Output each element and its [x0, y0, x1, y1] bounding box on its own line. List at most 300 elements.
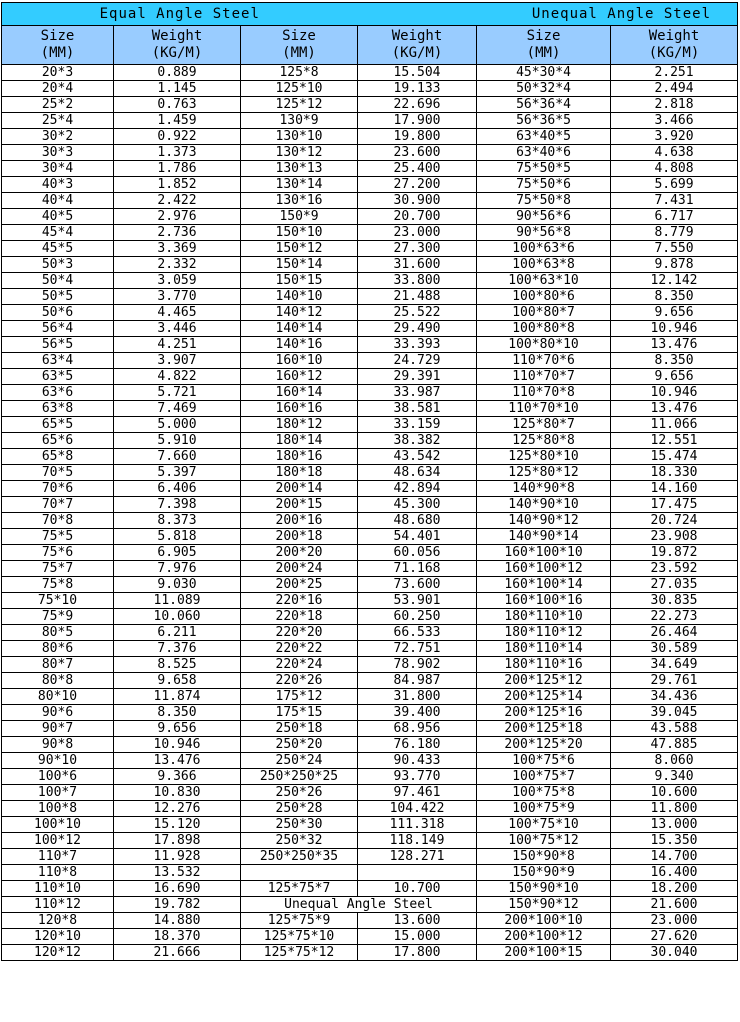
equal-weight-cell: 15.120 [114, 817, 241, 833]
table-row [2, 769, 738, 785]
equal-size-cell: 125*75*12 [241, 945, 358, 961]
equal-size-cell: 200*20 [241, 545, 358, 561]
equal-size-cell: 200*25 [241, 577, 358, 593]
equal-size-cell: 63*8 [2, 401, 114, 417]
equal-weight-cell: 10.700 [358, 881, 477, 897]
equal-size-cell: 125*75*9 [241, 913, 358, 929]
equal-size-cell: 250*250*25 [241, 769, 358, 785]
equal-weight-cell: 20.700 [358, 209, 477, 225]
unequal-weight-cell: 14.160 [611, 481, 738, 497]
unequal-weight-cell: 23.908 [611, 529, 738, 545]
unequal-size-cell: 200*125*18 [477, 721, 611, 737]
unequal-weight-cell: 9.340 [611, 769, 738, 785]
table-row [2, 929, 738, 945]
equal-weight-cell: 111.318 [358, 817, 477, 833]
unequal-size-cell: 63*40*6 [477, 145, 611, 161]
equal-weight-cell: 76.180 [358, 737, 477, 753]
table-row [2, 113, 738, 129]
unequal-weight-cell: 11.800 [611, 801, 738, 817]
unequal-size-cell: 125*80*12 [477, 465, 611, 481]
size-unit: (MM) [526, 45, 561, 61]
unequal-size-cell: 50*32*4 [477, 81, 611, 97]
weight-label: Weight [648, 28, 700, 44]
equal-size-cell: 75*6 [2, 545, 114, 561]
equal-size-cell: 140*14 [241, 321, 358, 337]
equal-weight-cell: 1.459 [114, 113, 241, 129]
equal-weight-cell: 9.366 [114, 769, 241, 785]
table-row [2, 385, 738, 401]
equal-size-cell: 100*8 [2, 801, 114, 817]
equal-size-cell: 45*5 [2, 241, 114, 257]
unequal-weight-cell: 34.436 [611, 689, 738, 705]
unequal-size-cell: 200*125*12 [477, 673, 611, 689]
equal-weight-cell: 21.666 [114, 945, 241, 961]
table-row [2, 689, 738, 705]
size-label: Size [526, 28, 561, 44]
equal-size-cell: 65*6 [2, 433, 114, 449]
unequal-weight-cell: 47.885 [611, 737, 738, 753]
table-row [2, 641, 738, 657]
unequal-size-cell: 125*80*10 [477, 449, 611, 465]
equal-size-cell: 25*4 [2, 113, 114, 129]
unequal-weight-cell: 19.872 [611, 545, 738, 561]
equal-weight-cell: 90.433 [358, 753, 477, 769]
table-row [2, 753, 738, 769]
unequal-size-cell: 110*70*10 [477, 401, 611, 417]
equal-weight-cell: 7.398 [114, 497, 241, 513]
table-row [2, 817, 738, 833]
unequal-weight-cell: 11.066 [611, 417, 738, 433]
equal-size-cell: 56*5 [2, 337, 114, 353]
equal-size-cell: 160*14 [241, 385, 358, 401]
equal-size-cell: 20*3 [2, 65, 114, 81]
unequal-weight-cell: 5.699 [611, 177, 738, 193]
table-row [2, 209, 738, 225]
equal-size-cell: 130*12 [241, 145, 358, 161]
header-weight-1 [114, 26, 241, 65]
unequal-size-cell: 200*100*10 [477, 913, 611, 929]
weight-label: Weight [151, 28, 203, 44]
unequal-weight-cell: 9.656 [611, 305, 738, 321]
equal-weight-cell: 11.928 [114, 849, 241, 865]
equal-weight-cell: 73.600 [358, 577, 477, 593]
equal-size-cell: 25*2 [2, 97, 114, 113]
unequal-weight-cell: 2.818 [611, 97, 738, 113]
equal-weight-cell: 84.987 [358, 673, 477, 689]
equal-size-cell: 90*10 [2, 753, 114, 769]
unequal-size-cell: 180*110*16 [477, 657, 611, 673]
unequal-weight-cell: 29.761 [611, 673, 738, 689]
equal-weight-cell: 128.271 [358, 849, 477, 865]
equal-size-cell: 110*7 [2, 849, 114, 865]
equal-size-cell: 30*3 [2, 145, 114, 161]
equal-size-cell: 125*12 [241, 97, 358, 113]
weight-unit: (KG/M) [391, 45, 443, 61]
equal-size-cell: 75*10 [2, 593, 114, 609]
equal-weight-cell: 38.581 [358, 401, 477, 417]
unequal-weight-cell: 23.592 [611, 561, 738, 577]
unequal-size-cell: 100*75*6 [477, 753, 611, 769]
equal-size-cell: 220*18 [241, 609, 358, 625]
equal-size-cell: 70*7 [2, 497, 114, 513]
equal-weight-cell: 0.922 [114, 129, 241, 145]
equal-size-cell: 65*8 [2, 449, 114, 465]
equal-weight-cell: 33.800 [358, 273, 477, 289]
size-label: Size [282, 28, 316, 44]
table-row [2, 161, 738, 177]
equal-weight-cell: 45.300 [358, 497, 477, 513]
table-row [2, 865, 738, 881]
table-row [2, 801, 738, 817]
unequal-size-cell: 100*63*8 [477, 257, 611, 273]
unequal-angle-title: Unequal Angle Steel [477, 3, 738, 26]
unequal-size-cell: 100*80*6 [477, 289, 611, 305]
unequal-size-cell: 100*75*9 [477, 801, 611, 817]
equal-weight-cell: 5.910 [114, 433, 241, 449]
table-row [2, 81, 738, 97]
equal-size-cell: 80*8 [2, 673, 114, 689]
unequal-weight-cell: 18.330 [611, 465, 738, 481]
unequal-weight-cell: 8.350 [611, 353, 738, 369]
equal-weight-cell: 2.332 [114, 257, 241, 273]
equal-size-cell: 100*12 [2, 833, 114, 849]
equal-weight-cell: 4.822 [114, 369, 241, 385]
equal-weight-cell: 53.901 [358, 593, 477, 609]
unequal-size-cell: 100*80*7 [477, 305, 611, 321]
equal-size-cell: 200*16 [241, 513, 358, 529]
unequal-weight-cell: 22.273 [611, 609, 738, 625]
unequal-size-cell: 140*90*8 [477, 481, 611, 497]
unequal-size-cell: 110*70*7 [477, 369, 611, 385]
unequal-size-cell: 160*100*16 [477, 593, 611, 609]
table-row [2, 449, 738, 465]
equal-size-cell: 140*12 [241, 305, 358, 321]
equal-weight-cell: 93.770 [358, 769, 477, 785]
equal-size-cell: 140*16 [241, 337, 358, 353]
unequal-size-cell: 180*110*10 [477, 609, 611, 625]
unequal-weight-cell: 13.000 [611, 817, 738, 833]
equal-weight-cell: 22.696 [358, 97, 477, 113]
equal-weight-cell: 8.525 [114, 657, 241, 673]
unequal-weight-cell: 4.638 [611, 145, 738, 161]
equal-weight-cell: 1.373 [114, 145, 241, 161]
unequal-weight-cell: 14.700 [611, 849, 738, 865]
equal-size-cell: 70*6 [2, 481, 114, 497]
unequal-weight-cell: 2.251 [611, 65, 738, 81]
unequal-size-cell: 100*75*8 [477, 785, 611, 801]
table-row [2, 273, 738, 289]
unequal-size-cell: 75*50*6 [477, 177, 611, 193]
header-size-3 [477, 26, 611, 65]
table-row [2, 529, 738, 545]
equal-size-cell: 100*6 [2, 769, 114, 785]
equal-size-cell: 30*4 [2, 161, 114, 177]
unequal-weight-cell: 30.040 [611, 945, 738, 961]
equal-weight-cell: 33.159 [358, 417, 477, 433]
equal-size-cell: 100*10 [2, 817, 114, 833]
equal-size-cell: 100*7 [2, 785, 114, 801]
equal-weight-cell: 48.680 [358, 513, 477, 529]
unequal-size-cell: 180*110*12 [477, 625, 611, 641]
unequal-weight-cell: 7.550 [611, 241, 738, 257]
equal-weight-cell: 54.401 [358, 529, 477, 545]
equal-size-cell: 110*10 [2, 881, 114, 897]
table-row [2, 433, 738, 449]
equal-size-cell: 56*4 [2, 321, 114, 337]
unequal-weight-cell: 10.946 [611, 385, 738, 401]
table-row [2, 481, 738, 497]
equal-size-cell: 20*4 [2, 81, 114, 97]
unequal-size-cell: 150*90*8 [477, 849, 611, 865]
equal-size-cell: 130*9 [241, 113, 358, 129]
unequal-size-cell: 100*75*10 [477, 817, 611, 833]
unequal-size-cell: 200*125*16 [477, 705, 611, 721]
unequal-weight-cell: 43.588 [611, 721, 738, 737]
unequal-size-cell: 45*30*4 [477, 65, 611, 81]
table-row [2, 289, 738, 305]
table-row [2, 401, 738, 417]
equal-weight-cell: 17.898 [114, 833, 241, 849]
equal-size-cell: 80*6 [2, 641, 114, 657]
table-row [2, 257, 738, 273]
equal-weight-cell: 23.600 [358, 145, 477, 161]
unequal-size-cell: 200*100*12 [477, 929, 611, 945]
unequal-size-cell: 125*80*8 [477, 433, 611, 449]
unequal-weight-cell: 26.464 [611, 625, 738, 641]
unequal-size-cell: 90*56*6 [477, 209, 611, 225]
table-row [2, 785, 738, 801]
unequal-weight-cell: 21.600 [611, 897, 738, 913]
equal-size-cell: 30*2 [2, 129, 114, 145]
unequal-size-cell: 150*90*9 [477, 865, 611, 881]
equal-weight-cell: 3.907 [114, 353, 241, 369]
weight-unit: (KG/M) [151, 45, 203, 61]
table-row [2, 145, 738, 161]
unequal-weight-cell: 13.476 [611, 401, 738, 417]
equal-weight-cell: 11.089 [114, 593, 241, 609]
unequal-size-cell: 200*125*14 [477, 689, 611, 705]
equal-size-cell: 75*7 [2, 561, 114, 577]
unequal-weight-cell: 9.878 [611, 257, 738, 273]
equal-weight-cell: 33.393 [358, 337, 477, 353]
unequal-weight-cell: 8.060 [611, 753, 738, 769]
equal-weight-cell: 60.250 [358, 609, 477, 625]
equal-size-cell: 220*16 [241, 593, 358, 609]
equal-weight-cell [358, 865, 477, 881]
table-row [2, 369, 738, 385]
table-body [2, 3, 738, 961]
unequal-weight-cell: 27.035 [611, 577, 738, 593]
equal-size-cell: 130*14 [241, 177, 358, 193]
unequal-size-cell: 125*80*7 [477, 417, 611, 433]
unequal-weight-cell: 3.466 [611, 113, 738, 129]
table-row [2, 609, 738, 625]
equal-weight-cell: 30.900 [358, 193, 477, 209]
equal-size-cell: 125*8 [241, 65, 358, 81]
unequal-weight-cell: 20.724 [611, 513, 738, 529]
table-row [2, 497, 738, 513]
equal-weight-cell: 1.786 [114, 161, 241, 177]
equal-size-cell: 250*30 [241, 817, 358, 833]
table-row [2, 241, 738, 257]
unequal-size-cell: 100*63*10 [477, 273, 611, 289]
equal-weight-cell: 21.488 [358, 289, 477, 305]
equal-size-cell: 125*75*7 [241, 881, 358, 897]
equal-weight-cell: 13.476 [114, 753, 241, 769]
equal-weight-cell: 43.542 [358, 449, 477, 465]
equal-weight-cell: 1.145 [114, 81, 241, 97]
equal-size-cell: 160*10 [241, 353, 358, 369]
equal-size-cell: 250*28 [241, 801, 358, 817]
equal-size-cell: 200*24 [241, 561, 358, 577]
equal-weight-cell: 60.056 [358, 545, 477, 561]
table-row [2, 833, 738, 849]
header-weight-3 [611, 26, 738, 65]
equal-weight-cell: 19.800 [358, 129, 477, 145]
equal-size-cell: 65*5 [2, 417, 114, 433]
table-row [2, 673, 738, 689]
equal-weight-cell: 7.660 [114, 449, 241, 465]
equal-size-cell: 130*16 [241, 193, 358, 209]
equal-size-cell: 175*15 [241, 705, 358, 721]
equal-weight-cell: 0.889 [114, 65, 241, 81]
table-row [2, 337, 738, 353]
equal-size-cell: 80*7 [2, 657, 114, 673]
equal-weight-cell: 25.400 [358, 161, 477, 177]
equal-weight-cell: 1.852 [114, 177, 241, 193]
unequal-size-cell: 150*90*12 [477, 897, 611, 913]
equal-size-cell: 180*12 [241, 417, 358, 433]
unequal-size-cell: 75*50*8 [477, 193, 611, 209]
angle-steel-weight-table [1, 2, 738, 961]
unequal-size-cell: 63*40*5 [477, 129, 611, 145]
equal-weight-cell: 39.400 [358, 705, 477, 721]
table-row [2, 737, 738, 753]
equal-size-cell: 80*5 [2, 625, 114, 641]
equal-weight-cell: 5.397 [114, 465, 241, 481]
table-row [2, 721, 738, 737]
unequal-size-cell: 90*56*8 [477, 225, 611, 241]
unequal-weight-cell: 7.431 [611, 193, 738, 209]
table-row [2, 593, 738, 609]
equal-weight-cell: 4.251 [114, 337, 241, 353]
equal-size-cell: 250*18 [241, 721, 358, 737]
table-row [2, 849, 738, 865]
equal-weight-cell: 2.976 [114, 209, 241, 225]
equal-size-cell: 220*22 [241, 641, 358, 657]
table-row [2, 945, 738, 961]
equal-size-cell: 200*15 [241, 497, 358, 513]
equal-size-cell: 90*8 [2, 737, 114, 753]
equal-weight-cell: 66.533 [358, 625, 477, 641]
equal-size-cell: 63*4 [2, 353, 114, 369]
unequal-size-cell: 110*70*8 [477, 385, 611, 401]
equal-size-cell: 140*10 [241, 289, 358, 305]
equal-weight-cell: 3.059 [114, 273, 241, 289]
equal-size-cell: 110*12 [2, 897, 114, 913]
equal-weight-cell: 15.504 [358, 65, 477, 81]
equal-weight-cell: 7.976 [114, 561, 241, 577]
equal-weight-cell: 17.800 [358, 945, 477, 961]
table-row [2, 353, 738, 369]
equal-size-cell: 50*6 [2, 305, 114, 321]
table-row [2, 625, 738, 641]
equal-size-cell: 90*6 [2, 705, 114, 721]
header-weight-2 [358, 26, 477, 65]
equal-weight-cell: 6.905 [114, 545, 241, 561]
equal-size-cell: 175*12 [241, 689, 358, 705]
equal-size-cell: 70*8 [2, 513, 114, 529]
equal-weight-cell: 2.422 [114, 193, 241, 209]
unequal-weight-cell: 30.835 [611, 593, 738, 609]
unequal-size-cell: 150*90*10 [477, 881, 611, 897]
unequal-size-cell: 140*90*10 [477, 497, 611, 513]
equal-weight-cell: 3.446 [114, 321, 241, 337]
unequal-weight-cell: 8.350 [611, 289, 738, 305]
equal-size-cell: 200*18 [241, 529, 358, 545]
equal-weight-cell: 72.751 [358, 641, 477, 657]
equal-weight-cell: 9.658 [114, 673, 241, 689]
equal-weight-cell: 48.634 [358, 465, 477, 481]
table-row [2, 321, 738, 337]
unequal-size-cell: 100*80*10 [477, 337, 611, 353]
unequal-weight-cell: 2.494 [611, 81, 738, 97]
equal-size-cell: 150*12 [241, 241, 358, 257]
equal-size-cell: 130*13 [241, 161, 358, 177]
equal-weight-cell: 7.469 [114, 401, 241, 417]
equal-weight-cell: 17.900 [358, 113, 477, 129]
equal-size-cell: 125*75*10 [241, 929, 358, 945]
size-unit: (MM) [40, 45, 75, 61]
equal-size-cell: 90*7 [2, 721, 114, 737]
equal-weight-cell: 8.373 [114, 513, 241, 529]
equal-weight-cell: 31.800 [358, 689, 477, 705]
equal-weight-cell: 38.382 [358, 433, 477, 449]
table-row [2, 129, 738, 145]
equal-weight-cell: 71.168 [358, 561, 477, 577]
unequal-weight-cell: 10.946 [611, 321, 738, 337]
header-size-2 [241, 26, 358, 65]
equal-weight-cell: 118.149 [358, 833, 477, 849]
equal-weight-cell: 5.000 [114, 417, 241, 433]
equal-size-cell: 40*3 [2, 177, 114, 193]
equal-size-cell: 220*24 [241, 657, 358, 673]
equal-size-cell: 160*12 [241, 369, 358, 385]
table-row [2, 881, 738, 897]
unequal-weight-cell: 3.920 [611, 129, 738, 145]
unequal-size-cell: 160*100*14 [477, 577, 611, 593]
unequal-size-cell: 100*75*12 [477, 833, 611, 849]
header-size-1 [2, 26, 114, 65]
equal-weight-cell: 9.656 [114, 721, 241, 737]
equal-size-cell: 180*14 [241, 433, 358, 449]
equal-weight-cell: 42.894 [358, 481, 477, 497]
unequal-weight-cell: 18.200 [611, 881, 738, 897]
unequal-weight-cell: 4.808 [611, 161, 738, 177]
equal-weight-cell: 5.818 [114, 529, 241, 545]
size-label: Size [40, 28, 75, 44]
equal-weight-cell: 29.391 [358, 369, 477, 385]
table-row [2, 513, 738, 529]
equal-weight-cell: 27.300 [358, 241, 477, 257]
equal-size-cell: 220*20 [241, 625, 358, 641]
equal-size-cell: 75*9 [2, 609, 114, 625]
equal-weight-cell: 97.461 [358, 785, 477, 801]
table-row [2, 177, 738, 193]
equal-weight-cell: 3.369 [114, 241, 241, 257]
equal-weight-cell: 104.422 [358, 801, 477, 817]
equal-size-cell: 120*8 [2, 913, 114, 929]
